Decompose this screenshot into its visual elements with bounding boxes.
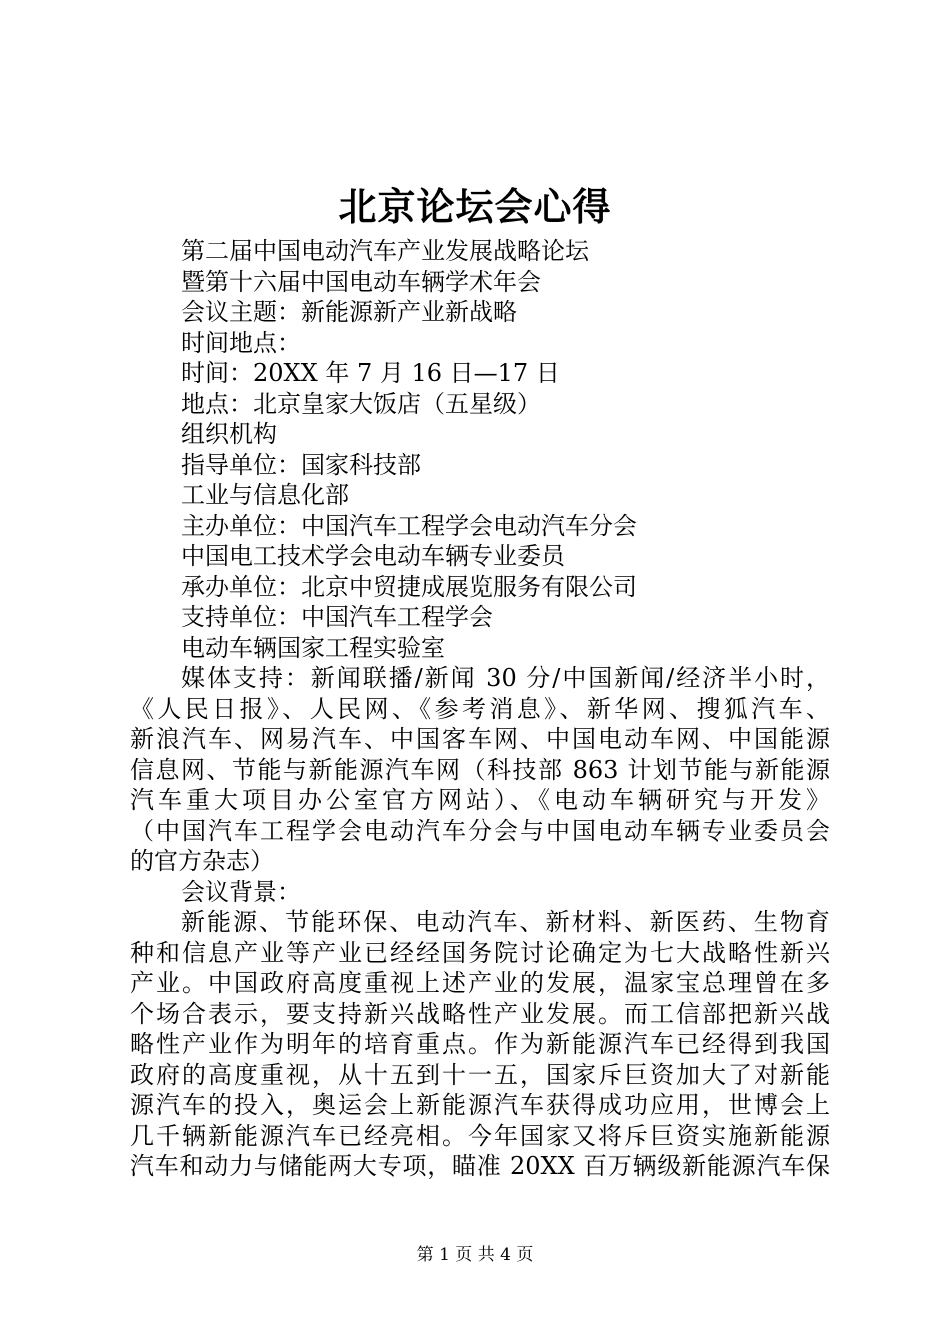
body-line: 新能源、节能环保、电动汽车、新材料、新医药、生物育 bbox=[181, 908, 830, 936]
document-title: 北京论坛会心得 bbox=[338, 184, 612, 229]
body-line: 时间：20XX 年 7 月 16 日—17 日 bbox=[181, 359, 560, 387]
body-line: 支持单位：中国汽车工程学会 bbox=[181, 603, 493, 631]
body-line: 产业。中国政府高度重视上述产业的发展，温家宝总理曾在多 bbox=[130, 969, 830, 997]
body-line: 组织机构 bbox=[181, 420, 277, 448]
body-line: （中国汽车工程学会电动汽车分会与中国电动车辆专业委员会 bbox=[130, 816, 830, 845]
body-line: 个场合表示，要支持新兴战略性产业发展。而工信部把新兴战 bbox=[130, 999, 830, 1028]
page-footer: 第 1 页 共 4 页 bbox=[416, 1245, 534, 1265]
body-line: 汽车和动力与储能两大专项，瞄准 20XX 百万辆级新能源汽车保 bbox=[130, 1152, 830, 1180]
body-line: 信息网、节能与新能源汽车网（科技部 863 计划节能与新能源 bbox=[130, 755, 830, 784]
body-line: 时间地点： bbox=[181, 328, 301, 357]
body-line: 几千辆新能源汽车已经亮相。今年国家又将斥巨资实施新能源 bbox=[130, 1121, 830, 1150]
body-line: 工业与信息化部 bbox=[181, 481, 349, 509]
body-line: 主办单位：中国汽车工程学会电动汽车分会 bbox=[181, 511, 637, 540]
document-body bbox=[130, 236, 830, 1182]
body-line: 暨第十六届中国电动车辆学术年会 bbox=[181, 267, 541, 296]
body-line: 种和信息产业等产业已经经国务院讨论确定为七大战略性新兴 bbox=[130, 938, 830, 967]
body-line: 指导单位：国家科技部 bbox=[181, 450, 421, 479]
body-line: 略性产业作为明年的培育重点。作为新能源汽车已经得到我国 bbox=[130, 1030, 830, 1058]
body-line: 会议背景： bbox=[181, 877, 301, 906]
body-line: 会议主题：新能源新产业新战略 bbox=[181, 298, 517, 326]
body-line: 的官方杂志） bbox=[130, 847, 274, 875]
body-line: 《人民日报》、人民网、《参考消息》、新华网、搜狐汽车、 bbox=[130, 694, 830, 723]
body-line: 第二届中国电动汽车产业发展战略论坛 bbox=[181, 237, 589, 265]
body-line: 地点：北京皇家大饭店（五星级） bbox=[181, 389, 541, 418]
body-line: 政府的高度重视，从十五到十一五，国家斥巨资加大了对新能 bbox=[130, 1060, 830, 1089]
body-line: 媒体支持：新闻联播/新闻 30 分/中国新闻/经济半小时， bbox=[181, 664, 830, 692]
body-line: 汽车重大项目办公室官方网站）、《电动车辆研究与开发》 bbox=[130, 786, 830, 814]
body-line: 源汽车的投入，奥运会上新能源汽车获得成功应用，世博会上 bbox=[130, 1091, 830, 1119]
body-line: 电动车辆国家工程实验室 bbox=[181, 633, 445, 662]
body-line: 承办单位：北京中贸捷成展览服务有限公司 bbox=[181, 572, 637, 601]
body-line: 中国电工技术学会电动车辆专业委员 bbox=[181, 542, 565, 570]
body-line: 新浪汽车、网易汽车、中国客车网、中国电动车网、中国能源 bbox=[130, 725, 830, 753]
